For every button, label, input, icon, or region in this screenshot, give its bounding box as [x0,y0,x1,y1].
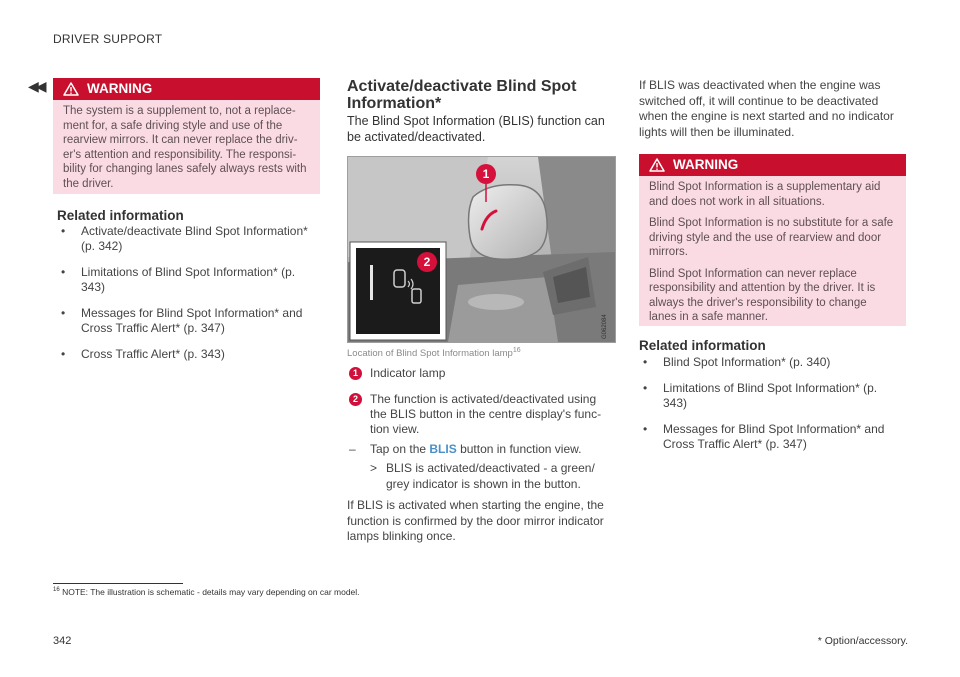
back-arrow-icon[interactable]: ◀◀ [28,78,44,94]
related-info-heading-right: Related information [639,338,766,353]
section-title: DRIVER SUPPORT [53,32,163,46]
svg-text:2: 2 [423,255,431,269]
warning-box-right [639,154,906,326]
related-link[interactable]: • Limitations of Blind Spot Information* (p. 343) [643,381,878,410]
warning-header [639,154,906,176]
related-link[interactable]: • Activate/deactivate Blind Spot Information* (p. 342) [61,224,308,253]
numbered-item-2: 2 The function is activated/deactivated using the BLIS button in the centre display's func-tion view. [349,392,609,437]
number-badge: 2 [349,393,362,406]
related-link[interactable]: • Limitations of Blind Spot Information* (p. 343) [61,265,296,294]
warning-title: WARNING [87,81,153,96]
footnote-divider [53,583,183,584]
related-link[interactable]: • Cross Traffic Alert* (p. 343) [61,347,225,361]
related-info-list-right [639,355,899,463]
warning-paragraph: Blind Spot Information is no substitute for a safe driving style and the use of rearview and door mirrors. [649,217,894,258]
blis-start-paragraph: If BLIS is activated when starting the engine, the function is confirmed by the door mirror indicator lamps blinking once. [347,498,604,543]
warning-title: WARNING [673,157,739,172]
warning-box [53,78,320,194]
related-link[interactable]: • Messages for Blind Spot Information* and Cross Traffic Alert* (p. 347) [61,306,303,335]
warning-text: The system is a supplement to, not a replace-ment for, a safe driving style and use of the rearview mirrors. It can never replace the driv-er's attention and responsibility. The responsi-bility for changing lanes safely always rests with the driver. [63,105,307,190]
intro-text: The Blind Spot Information (BLIS) function can be activated/deactivated. [347,114,605,144]
number-badge: 1 [349,367,362,380]
blis-illustration [347,156,616,343]
related-link[interactable]: • Messages for Blind Spot Information* and Cross Traffic Alert* (p. 347) [643,422,885,451]
svg-text:G062084: G062084 [602,314,608,339]
warning-paragraph: Blind Spot Information is a supplementary aid and does not work in all situations. [649,181,881,208]
warning-header [53,78,320,100]
warning-triangle-icon [63,82,79,96]
related-info-list [57,224,317,373]
step-instruction: – Tap on the BLIS button in function view. [349,442,582,456]
step-result: > BLIS is activated/deactivated - a green/ grey indicator is shown in the button. [370,461,595,491]
figure-caption: Location of Blind Spot Information lamp$^{16}$ [347,347,521,360]
warning-triangle-icon [649,158,665,172]
blis-deactivated-paragraph: If BLIS was deactivated when the engine was switched off, it will continue to be deactivated when the engine is next started and no indicator lights will then be illuminated. [639,78,894,139]
section-heading: Activate/deactivate Blind Spot Information* [347,78,577,112]
related-info-heading: Related information [57,208,184,223]
option-accessory-note: * Option/accessory. [817,635,908,647]
blis-button-label: BLIS [429,442,457,456]
footnote: $^{16}$ NOTE: The illustration is schematic - details may vary depending on car model. [53,587,360,597]
numbered-item-1: 1 Indicator lamp [349,366,609,381]
warning-paragraph: Blind Spot Information can never replace responsibility and attention by the driver. It is always the driver's responsibility to change lanes in a safe manner. [649,267,876,323]
svg-text:1: 1 [482,167,490,181]
related-link[interactable]: • Blind Spot Information* (p. 340) [643,355,831,369]
page-number: 342 [53,635,72,647]
